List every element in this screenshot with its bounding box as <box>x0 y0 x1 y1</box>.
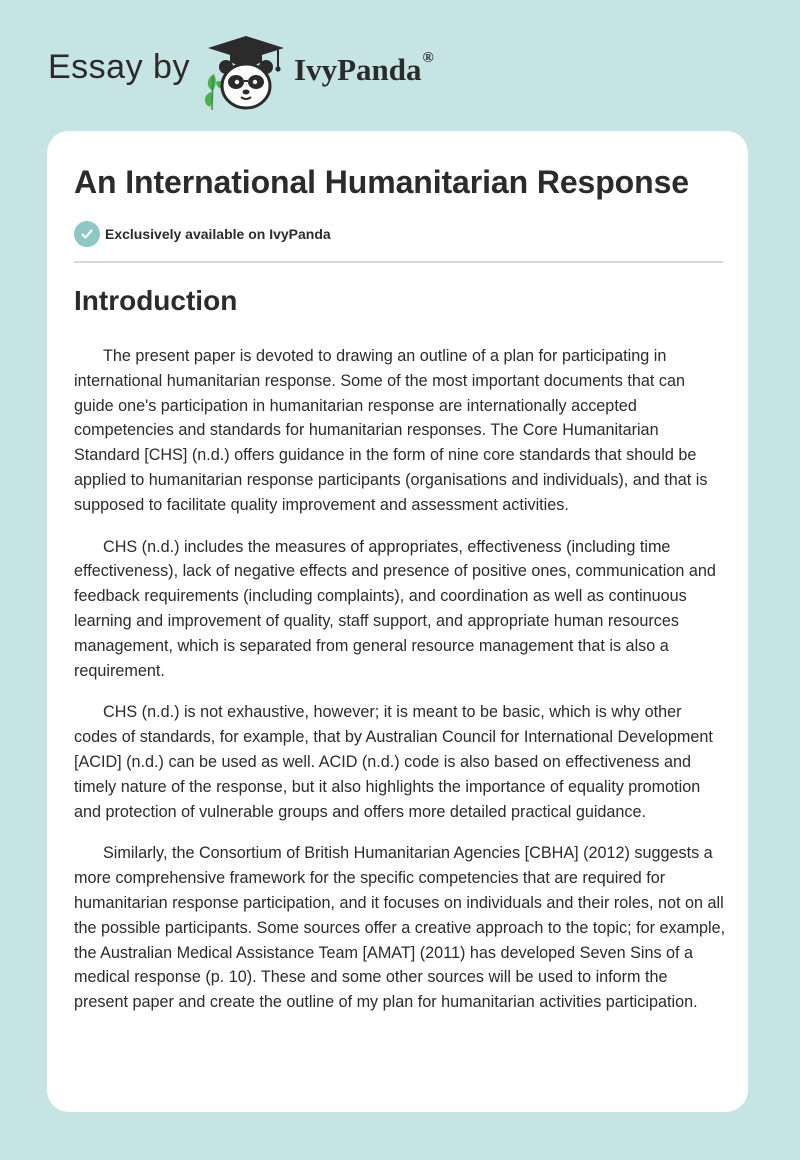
brand-name: IvyPanda <box>294 52 422 87</box>
panda-graduate-icon[interactable] <box>200 34 292 112</box>
divider <box>74 261 723 263</box>
paragraph: The present paper is devoted to drawing an outline of a plan for participating in international humanitarian response. Some of the most important documents that can guide one's participation in humanitarian response are internationally accepted competencies and standards for humanitarian responses. The Core Humanitarian Standard [CHS] (n.d.) offers guidance in the form of nine core standards that should be applied to humanitarian response participants (organisations and individuals), and that is supposed to facilitate quality improvement and assessment activities. <box>74 347 708 514</box>
paragraph: Similarly, the Consortium of British Humanitarian Agencies [CBHA] (2012) suggests a more comprehensive framework for the specific competencies that are required for humanitarian response participation, and it focuses on individuals and their roles, not on all the possible participants. Some sources offer a creative approach to the topic; for example, the Australian Medical Assistance Team [AMAT] (2011) has developed Seven Sins of a medical response (p. 10). These and some other sources will be used to inform the present paper and create the outline of my plan for humanitarian activities participation. <box>74 844 726 1012</box>
essay-by-label: Essay by <box>48 48 190 86</box>
paragraph: CHS (n.d.) is not exhaustive, however; it is meant to be basic, which is why other codes of standards, for example, that by Australian Council for International Development [ACID] (n.d.) can be used as well. ACID (n.d.) code is also based on effectiveness and timely nature of the response, but it also highlights the importance of equality promotion and protection of vulnerable groups and offers more detailed practical guidance. <box>74 703 713 821</box>
exclusive-badge <box>74 221 331 247</box>
badge-label: Exclusively available on IvyPanda <box>105 226 331 242</box>
page-title: An International Humanitarian Response <box>74 164 689 200</box>
paragraph: CHS (n.d.) includes the measures of appropriates, effectiveness (including time effectiveness), lack of negative effects and presence of positive ones, communication and feedback requirements (including complaints), and coordination as well as continuous learning and improvement of quality, staff support, and appropriate human resources management, which is separated from general resource management that is also a requirement. <box>74 537 716 680</box>
essay-card <box>47 131 748 1112</box>
check-icon <box>74 221 100 247</box>
brand-logo-text[interactable] <box>294 52 433 88</box>
registered-mark: ® <box>422 50 434 66</box>
section-heading: Introduction <box>74 285 238 316</box>
essay-body <box>74 344 726 1032</box>
site-header <box>0 0 800 130</box>
